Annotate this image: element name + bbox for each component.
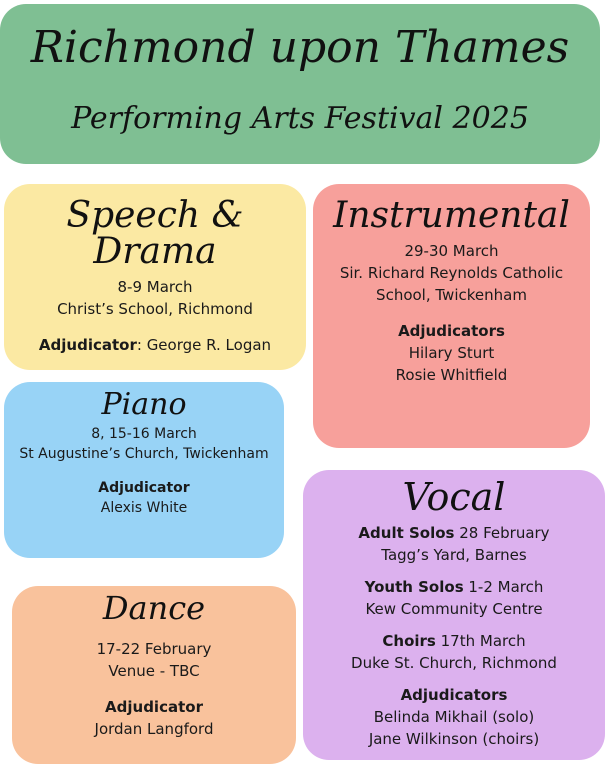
vocal-choirs-venue: Duke St. Church, Richmond	[351, 654, 557, 672]
adjudicator-name: George R. Logan	[146, 336, 272, 354]
piano-title: Piano	[101, 387, 187, 422]
instrumental-adjudicator: Rosie Whitfield	[395, 366, 508, 384]
choirs-label: Choirs	[382, 632, 436, 650]
adult-solos-date: 28 February	[454, 524, 550, 542]
instrumental-venue-line1: Sir. Richard Reynolds Catholic	[339, 264, 564, 282]
dance-title: Dance	[102, 589, 206, 627]
dance-dates: 17-22 February	[96, 640, 212, 658]
festival-subtitle: Performing Arts Festival 2025	[71, 101, 529, 136]
vocal-title: Vocal	[402, 475, 506, 519]
dance-adjudicator: Jordan Langford	[94, 720, 214, 738]
instrumental-venue-line2: School, Twickenham	[376, 286, 527, 304]
youth-solos-label: Youth Solos	[364, 578, 464, 596]
speech-drama-adjudicator-line	[4, 334, 306, 356]
speech-drama-dates: 8-9 March	[117, 278, 193, 296]
header-banner	[0, 4, 600, 164]
dance-panel	[12, 586, 296, 764]
vocal-choirs-line	[303, 630, 605, 652]
instrumental-panel	[313, 184, 590, 448]
vocal-youth-venue: Kew Community Centre	[365, 600, 543, 618]
vocal-adjudicator: Jane Wilkinson (choirs)	[368, 730, 540, 748]
speech-drama-venue: Christ’s School, Richmond	[57, 300, 253, 318]
instrumental-adjudicators-label: Adjudicators	[398, 322, 505, 340]
adjudicator-separator: :	[136, 336, 147, 354]
piano-adjudicator-label: Adjudicator	[98, 480, 190, 496]
speech-drama-panel	[4, 184, 306, 370]
dance-adjudicator-label: Adjudicator	[105, 698, 203, 716]
instrumental-title: Instrumental	[333, 195, 570, 236]
piano-panel	[4, 382, 284, 558]
adjudicator-label: Adjudicator	[38, 336, 137, 354]
piano-dates: 8, 15-16 March	[91, 426, 197, 442]
vocal-adjudicator: Belinda Mikhail (solo)	[373, 708, 535, 726]
vocal-adult-venue: Tagg’s Yard, Barnes	[381, 546, 527, 564]
piano-venue: St Augustine’s Church, Twickenham	[19, 446, 269, 462]
vocal-adult-line	[303, 522, 605, 544]
piano-adjudicator: Alexis White	[100, 500, 188, 516]
vocal-adjudicators-label: Adjudicators	[400, 686, 508, 704]
instrumental-dates: 29-30 March	[404, 242, 499, 260]
instrumental-adjudicator: Hilary Sturt	[408, 344, 495, 362]
festival-title: Richmond upon Thames	[30, 22, 570, 73]
youth-solos-date: 1-2 March	[463, 578, 544, 596]
vocal-youth-line	[303, 576, 605, 598]
dance-venue: Venue - TBC	[108, 662, 200, 680]
adult-solos-label: Adult Solos	[358, 524, 455, 542]
vocal-panel	[303, 470, 605, 760]
choirs-date: 17th March	[435, 632, 526, 650]
speech-drama-title: Speech & Drama	[66, 195, 244, 272]
